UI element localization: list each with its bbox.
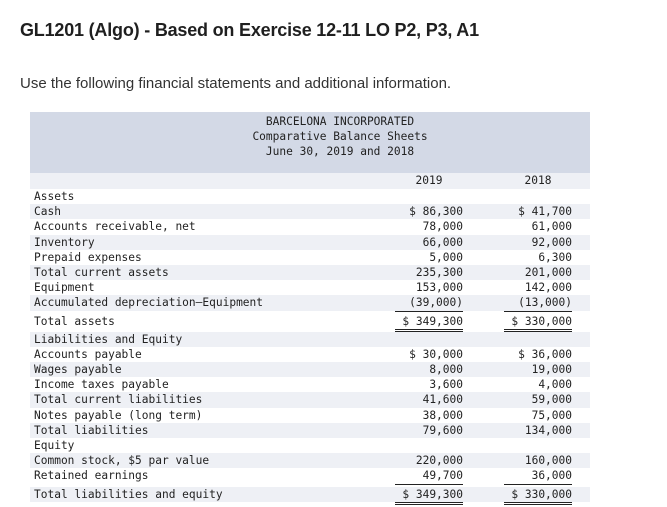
value-2018: $ 330,000 — [504, 487, 572, 505]
row-label: Wages payable — [34, 363, 122, 377]
row-label: Accounts receivable, net — [34, 220, 196, 234]
value-2018: 4,000 — [504, 377, 572, 393]
value-2019: 220,000 — [415, 454, 463, 468]
value-2019: $ 30,000 — [409, 347, 463, 361]
row-accumulated-depreciation — [30, 295, 590, 310]
company-name: BARCELONA INCORPORATED — [265, 115, 415, 128]
value-2018: 201,000 — [524, 265, 572, 279]
value-2018: 19,000 — [531, 363, 572, 377]
balance-sheet-table — [30, 112, 590, 502]
row-total-liabilities — [30, 423, 590, 438]
value-2019: 79,600 — [422, 423, 463, 437]
row-label: Total assets — [34, 314, 115, 328]
row-liabilities-equity-heading — [30, 332, 590, 347]
row-wages-payable — [30, 362, 590, 377]
value-2018: 92,000 — [531, 235, 572, 249]
value-2018: 160,000 — [524, 454, 572, 468]
value-2019: 41,600 — [422, 393, 463, 407]
row-assets-heading — [30, 189, 590, 204]
value-2018: 134,000 — [524, 423, 572, 437]
row-total-current-liabilities — [30, 392, 590, 407]
statement-header — [30, 112, 590, 173]
row-label: Liabilities and Equity — [34, 332, 183, 346]
row-label: Notes payable (long term) — [34, 408, 203, 422]
row-label: Retained earnings — [34, 469, 149, 483]
value-2018: $ 330,000 — [504, 314, 572, 332]
year-2018-header: 2018 — [524, 174, 552, 187]
year-2019-header: 2019 — [415, 174, 443, 187]
row-label: Common stock, $5 par value — [34, 454, 210, 468]
statement-name: Comparative Balance Sheets — [252, 130, 428, 143]
row-label: Prepaid expenses — [34, 250, 142, 264]
row-label: Accounts payable — [34, 347, 142, 361]
row-accounts-payable — [30, 347, 590, 362]
instructions-text: Use the following financial statements and additional information. — [20, 75, 452, 92]
value-2019: $ 349,300 — [395, 314, 463, 332]
value-2018: 61,000 — [531, 220, 572, 234]
statement-date: June 30, 2019 and 2018 — [265, 145, 415, 158]
row-income-taxes-payable — [30, 377, 590, 392]
value-2019: 38,000 — [395, 408, 463, 424]
value-2019: 153,000 — [415, 281, 463, 295]
row-label: Cash — [34, 205, 61, 219]
row-prepaid-expenses — [30, 250, 590, 265]
row-accounts-receivable — [30, 219, 590, 234]
value-2018: 59,000 — [531, 393, 572, 407]
value-2019: $ 349,300 — [395, 487, 463, 505]
value-2019: 49,700 — [395, 468, 463, 484]
row-retained-earnings — [30, 468, 590, 483]
row-total-assets — [30, 314, 590, 329]
row-total-current-assets — [30, 265, 590, 280]
page-title: GL1201 (Algo) - Based on Exercise 12-11 LO P2, P3, A1 — [20, 20, 479, 40]
row-label: Total current liabilities — [34, 393, 203, 407]
row-label: Total liabilities and equity — [34, 487, 223, 501]
row-equity-heading — [30, 438, 590, 453]
value-2018: 6,300 — [504, 250, 572, 266]
row-equipment — [30, 280, 590, 295]
row-cash — [30, 204, 590, 219]
value-2019: 5,000 — [395, 250, 463, 266]
row-total-liabilities-and-equity — [30, 487, 590, 502]
value-2018: 142,000 — [524, 281, 572, 295]
row-common-stock — [30, 453, 590, 468]
value-2018: 36,000 — [504, 468, 572, 484]
row-label: Total current assets — [34, 265, 169, 279]
row-label: Income taxes payable — [34, 378, 169, 392]
row-label: Equipment — [34, 281, 95, 295]
row-label: Accumulated depreciation—Equipment — [34, 296, 264, 310]
value-2019: 78,000 — [422, 220, 463, 234]
value-2019: (39,000) — [395, 295, 463, 311]
row-label: Inventory — [34, 235, 95, 249]
value-2018: $ 41,700 — [518, 205, 572, 219]
value-2019: 3,600 — [395, 377, 463, 393]
value-2018: $ 36,000 — [518, 347, 572, 361]
value-2019: 66,000 — [422, 235, 463, 249]
row-inventory — [30, 235, 590, 250]
value-2019: $ 86,300 — [409, 205, 463, 219]
row-notes-payable — [30, 408, 590, 423]
value-2019: 8,000 — [429, 363, 463, 377]
row-label: Equity — [34, 439, 75, 452]
value-2018: 75,000 — [504, 408, 572, 424]
value-2019: 235,300 — [415, 265, 463, 279]
row-label: Total liabilities — [34, 423, 149, 437]
year-header-row — [30, 173, 590, 189]
value-2018: (13,000) — [504, 295, 572, 311]
row-label: Assets — [34, 190, 75, 203]
